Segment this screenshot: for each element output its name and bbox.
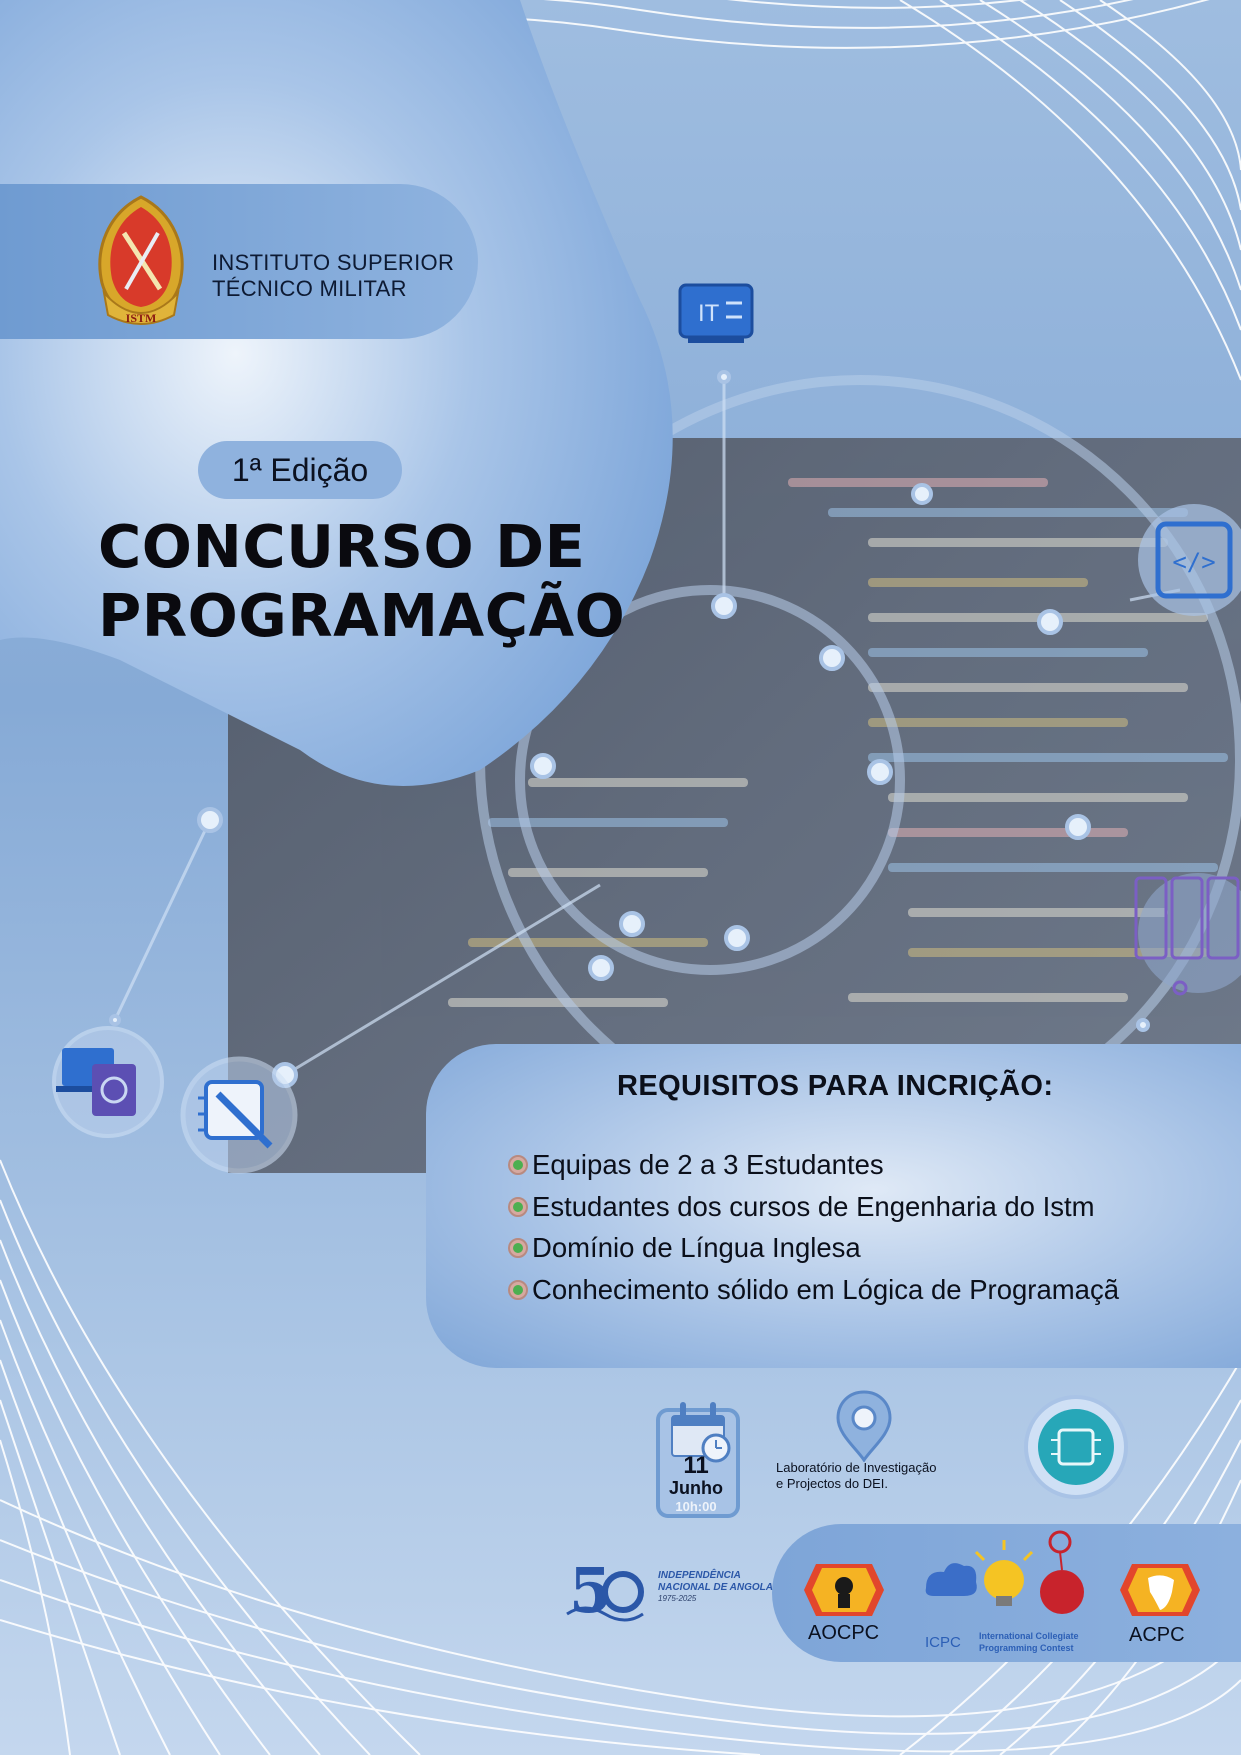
circuit-chip-icon: [1023, 1394, 1129, 1500]
icpc-logo: [920, 1530, 1090, 1640]
acpc-label: ACPC: [1129, 1624, 1185, 1646]
event-time: 10h:00: [675, 1499, 717, 1514]
aocpc-logo: [802, 1562, 886, 1618]
event-location: [776, 1460, 936, 1492]
independence-text: INDEPENDÊNCIA NACIONAL DE ANGOLA: [658, 1570, 773, 1593]
independence-years: 1975-2025: [658, 1594, 697, 1603]
istm-crest-logo: [88, 193, 194, 333]
requirement-item: Estudantes dos cursos de Engenharia do Istm: [508, 1191, 1095, 1223]
institution-line1: INSTITUTO SUPERIOR: [212, 250, 455, 275]
edition-badge: 1ª Edição: [198, 441, 402, 499]
title-blob: [0, 0, 700, 810]
requirement-item: Equipas de 2 a 3 Estudantes: [508, 1149, 884, 1181]
requirement-item: Domínio de Língua Inglesa: [508, 1232, 861, 1264]
chip-tool-icon: [178, 1054, 300, 1176]
check-icon: [508, 1280, 528, 1300]
check-icon: [508, 1197, 528, 1217]
laptop-disk-icon: [52, 1020, 168, 1144]
event-title: [98, 512, 625, 650]
event-day: 11: [683, 1452, 709, 1479]
aocpc-label: AOCPC: [808, 1622, 880, 1644]
code-chip-icon: [1124, 500, 1241, 620]
icpc-label: ICPC: [925, 1634, 961, 1651]
independence-50-logo: [565, 1552, 645, 1624]
institution-line2: TÉCNICO MILITAR: [212, 276, 407, 301]
title-line2: PROGRAMAÇÃO: [98, 581, 626, 650]
institution-name: [212, 250, 454, 302]
location-line1: Laboratório de Investigação: [776, 1460, 937, 1475]
svg-text:</>: </>: [1172, 548, 1216, 576]
it-board-icon: [678, 283, 754, 345]
svg-text:IT: IT: [698, 300, 720, 327]
crest-text: ISTM: [125, 311, 157, 325]
check-icon: [508, 1238, 528, 1258]
acpc-logo: [1118, 1562, 1202, 1618]
icpc-full-name: International Collegiate Programming Contest: [979, 1631, 1079, 1653]
event-month: Junho: [669, 1478, 723, 1498]
location-line2: e Projectos do DEI.: [776, 1476, 888, 1491]
server-icon: [1128, 868, 1241, 998]
svg-text:5: 5: [569, 1554, 613, 1624]
requirements-heading: REQUISITOS PARA INCRIÇÃO:: [617, 1070, 1054, 1102]
location-pin-icon: [836, 1390, 892, 1462]
requirement-item: Conhecimento sólido em Lógica de Programaçã: [508, 1274, 1119, 1306]
check-icon: [508, 1155, 528, 1175]
title-line1: CONCURSO DE: [98, 512, 586, 581]
